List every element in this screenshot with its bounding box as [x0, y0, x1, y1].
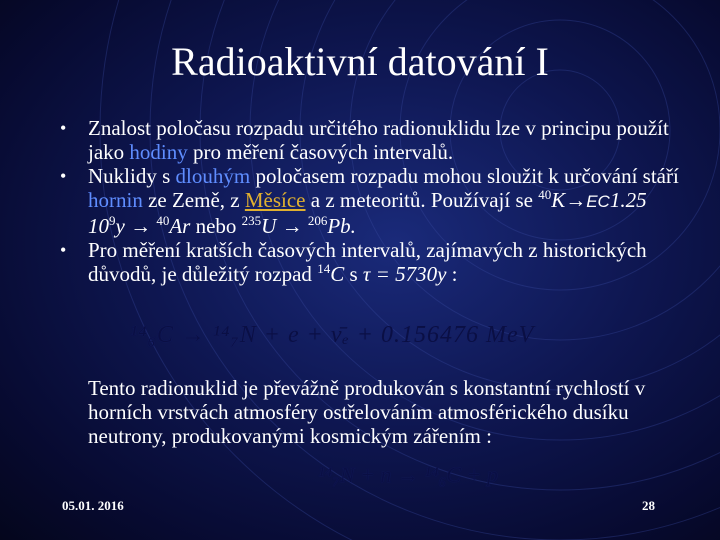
bullet3-text-a: Pro měření kratších časových intervalů, zajímavých z historických důvodů, je důležitý rozpad: [88, 238, 647, 286]
ar-mass-number: 40: [156, 213, 170, 228]
c-symbol: C: [330, 262, 345, 286]
bullet2-text-d: a z meteoritů. Používají se: [305, 188, 539, 212]
ar-symbol: Ar: [169, 214, 191, 238]
bullet2-text-b: poločasem rozpadu mohou sloužit k určování stáří: [250, 164, 679, 188]
pb-mass-number: 206: [307, 213, 328, 228]
half-life-unit: y →: [115, 214, 157, 238]
highlight-dlouhym: dlouhým: [175, 164, 251, 188]
bullet-dot: •: [60, 166, 67, 186]
bullet-item-3: [60, 238, 680, 286]
bullet3-text-c: :: [446, 262, 458, 286]
bullet-dot: •: [60, 240, 67, 260]
half-life-value: 1.25 10: [88, 188, 647, 238]
half-life-exponent: 9: [109, 213, 116, 228]
bullet1-text-end: pro měření časových intervalů.: [187, 140, 454, 164]
bullet-dot: •: [60, 118, 67, 138]
c-mass-number: 14: [317, 261, 331, 276]
slide-title: Radioaktivní datování I: [171, 39, 549, 84]
bullet-item-2: [60, 164, 680, 238]
u-symbol: U →: [261, 214, 308, 238]
k-symbol: K→: [551, 188, 587, 212]
production-equation: ¹⁴₇N + n → ¹⁴₆C + p: [318, 462, 498, 487]
bullet2-text-c: ze Země, z: [142, 188, 245, 212]
nebo-text: nebo: [190, 214, 242, 238]
tau-value: τ = 5730y: [362, 262, 447, 286]
bullet-item-1: [60, 116, 680, 164]
bullet-list: [60, 116, 680, 286]
bullet1-text: Znalost poločasu rozpadu určitého radionuklidu lze v principu použít jako: [88, 116, 669, 164]
decay-equation: ¹⁴₆C → ¹⁴₇N + e + ν̄ₑ + 0.156476 MeV: [130, 322, 535, 348]
k-mass-number: 40: [538, 187, 552, 202]
footer-date: 05.01. 2016: [62, 498, 124, 513]
pb-symbol: Pb.: [327, 214, 356, 238]
page-number: 28: [642, 498, 655, 513]
link-mesice[interactable]: Měsíce: [244, 188, 306, 212]
bullet2-text-a: Nuklidy s: [88, 164, 176, 188]
bullet3-text-b: s: [344, 262, 363, 286]
highlight-hodiny: hodiny: [129, 140, 188, 164]
u-mass-number: 235: [241, 213, 262, 228]
production-paragraph: Tento radionuklid je převážně produkován s konstantní rychlostí v horních vrstvách atmosféry ostřelováním atmosférického dusíku neutrony, produkovanými kosmickým zářením :: [88, 376, 646, 448]
ec-label: EC: [586, 192, 610, 211]
highlight-hornin: hornin: [88, 188, 143, 212]
